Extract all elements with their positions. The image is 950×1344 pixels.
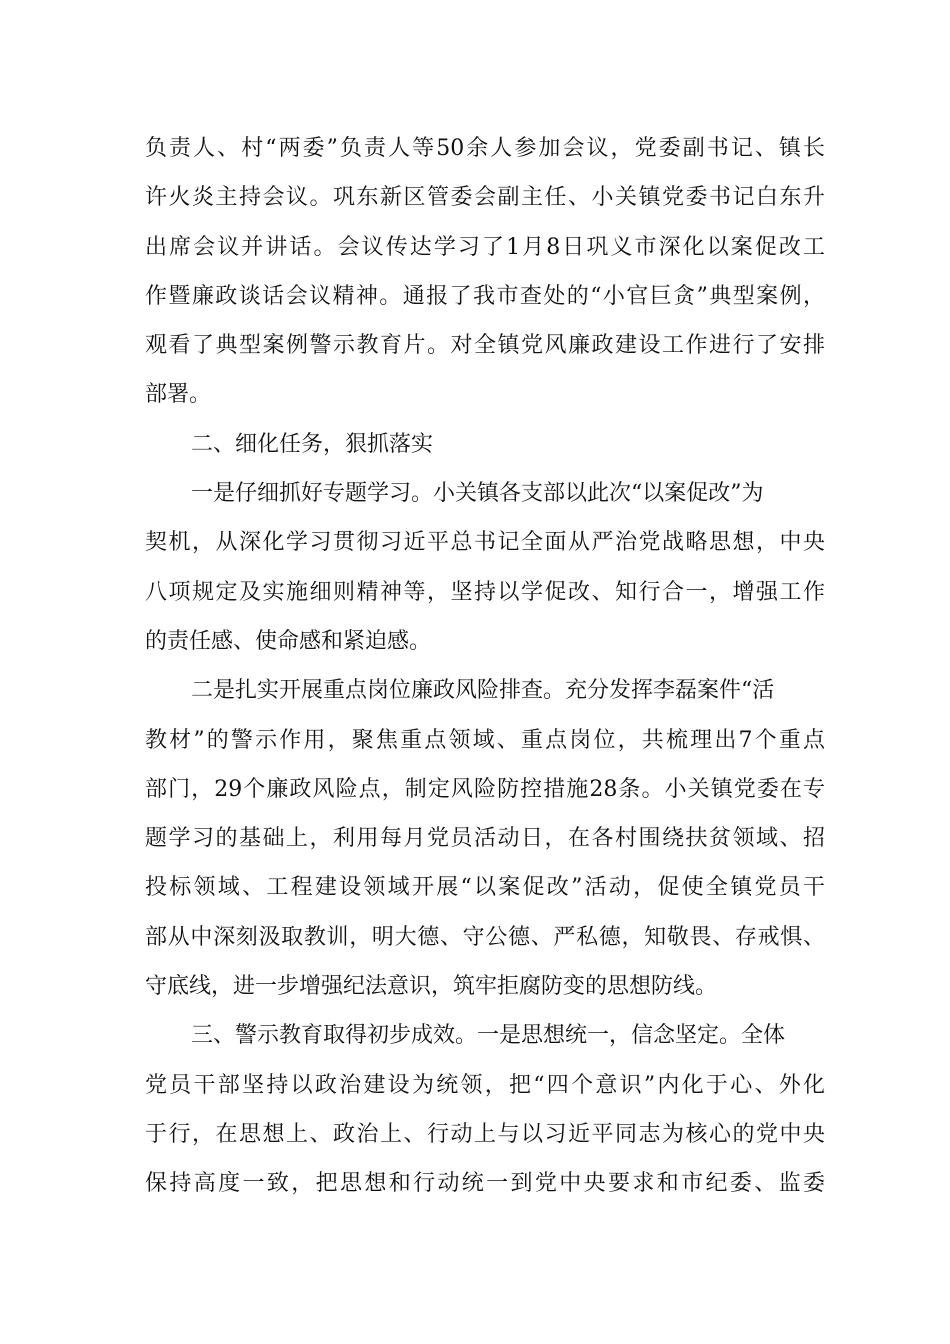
text-line: 负责人、村“两委”负责人等50余人参加会议，党委副书记、镇长 — [145, 136, 825, 161]
text-line: 的责任感、使命感和紧迫感。 — [145, 628, 432, 654]
text-line: 党员干部坚持以政治建设为统领，把“四个意识”内化于心、外化 — [145, 1072, 825, 1098]
text-line: 投标领域、工程建设领域开展“以案促改”活动，促使全镇党员干 — [145, 875, 825, 901]
section-heading: 二、细化任务，狠抓落实 — [191, 431, 434, 457]
paragraph-first-line: 二是扎实开展重点岗位廉政风险排查。充分发挥李磊案件“活 — [191, 678, 775, 704]
document-body — [145, 124, 835, 1209]
text-line: 观看了典型案例警示教育片。对全镇党风廉政建设工作进行了安排 — [145, 333, 825, 359]
text-line: 作暨廉政谈话会议精神。通报了我市查处的“小官巨贪”典型案例， — [145, 283, 825, 309]
text-line: 契机，从深化学习贯彻习近平总书记全面从严治党战略思想，中央 — [145, 530, 825, 556]
text-line: 于行，在思想上、政治上、行动上与以习近平同志为核心的党中央 — [145, 1121, 825, 1147]
text-line: 保持高度一致，把思想和行动统一到党中央要求和市纪委、监委 — [145, 1171, 825, 1197]
text-line: 出席会议并讲话。会议传达学习了1月8日巩义市深化以案促改工 — [145, 234, 825, 260]
text-line: 教材”的警示作用，聚焦重点领域、重点岗位，共梳理出7个重点 — [145, 727, 825, 753]
text-line: 许火炎主持会议。巩东新区管委会副主任、小关镇党委书记白东升 — [145, 185, 825, 211]
text-line: 守底线，进一步增强纪法意识，筑牢拒腐防变的思想防线。 — [145, 974, 718, 1000]
text-line: 部从中深刻汲取教训，明大德、守公德、严私德，知敬畏、存戒惧、 — [145, 924, 825, 950]
text-line: 题学习的基础上，利用每月党员活动日，在各村围绕扶贫领域、招 — [145, 826, 825, 852]
text-line: 部署。 — [145, 382, 212, 408]
text-line: 部门，29个廉政风险点，制定风险防控措施28条。小关镇党委在专 — [145, 776, 825, 802]
paragraph-first-line: 一是仔细抓好专题学习。小关镇各支部以此次“以案促改”为 — [191, 481, 764, 507]
text-line: 八项规定及实施细则精神等，坚持以学促改、知行合一，增强工作 — [145, 579, 825, 605]
paragraph-first-line: 三、警示教育取得初步成效。一是思想统一，信念坚定。全体 — [191, 1023, 786, 1049]
